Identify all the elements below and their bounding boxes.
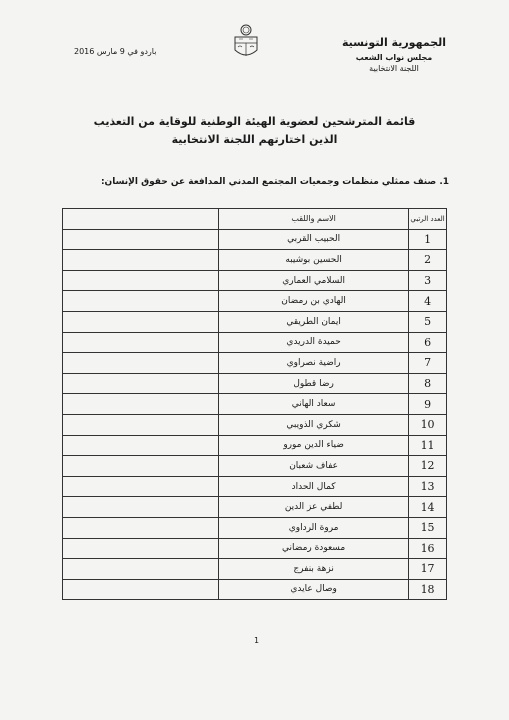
empty-cell <box>63 250 219 271</box>
republic-name: الجمهورية التونسية <box>341 36 447 49</box>
table-row <box>63 311 447 332</box>
empty-cell <box>63 373 219 394</box>
name-cell: مسعودة رمضاني <box>219 538 409 559</box>
empty-cell <box>63 291 219 312</box>
table-row <box>63 250 447 271</box>
empty-cell <box>63 476 219 497</box>
empty-cell <box>63 332 219 353</box>
rank-cell: 7 <box>409 353 447 374</box>
rank-cell: 13 <box>409 476 447 497</box>
coat-of-arms-icon <box>230 22 262 62</box>
empty-cell <box>63 538 219 559</box>
parliament-name: مجلس نواب الشعب <box>355 53 433 62</box>
table-row <box>63 435 447 456</box>
header-name: الاسم واللقب <box>219 209 409 230</box>
issuer-block <box>339 36 449 73</box>
rank-cell: 5 <box>409 311 447 332</box>
table-row <box>63 414 447 435</box>
name-cell: الحبيب القربي <box>219 229 409 250</box>
empty-cell <box>63 456 219 477</box>
header-empty <box>63 209 219 230</box>
section-heading: 1. صنف ممثلي منظمات وجمعيات المجتمع المدني المدافعة عن حقوق الإنسان: <box>100 177 449 187</box>
page-number: 1 <box>254 636 260 645</box>
name-cell: شكري الذويبي <box>219 414 409 435</box>
rank-cell: 9 <box>409 394 447 415</box>
name-cell: لطفي عز الدين <box>219 497 409 518</box>
name-cell: رضا قطول <box>219 373 409 394</box>
table-row <box>63 373 447 394</box>
table-row <box>63 394 447 415</box>
rank-cell: 3 <box>409 270 447 291</box>
name-cell: الهادي بن رمضان <box>219 291 409 312</box>
table-row <box>63 332 447 353</box>
empty-cell <box>63 353 219 374</box>
table-row <box>63 456 447 477</box>
table-row <box>63 476 447 497</box>
table-row <box>63 538 447 559</box>
table-header-row <box>63 209 447 230</box>
empty-cell <box>63 497 219 518</box>
empty-cell <box>63 559 219 580</box>
rank-cell: 17 <box>409 559 447 580</box>
table-row <box>63 517 447 538</box>
name-cell: مروة الرداوي <box>219 517 409 538</box>
table-row <box>63 291 447 312</box>
empty-cell <box>63 394 219 415</box>
rank-cell: 4 <box>409 291 447 312</box>
rank-cell: 18 <box>409 579 447 600</box>
rank-cell: 11 <box>409 435 447 456</box>
name-cell: حميدة الدريدي <box>219 332 409 353</box>
empty-cell <box>63 270 219 291</box>
empty-cell <box>63 517 219 538</box>
name-cell: عفاف شعبان <box>219 456 409 477</box>
name-cell: ايمان الطريقي <box>219 311 409 332</box>
rank-cell: 1 <box>409 229 447 250</box>
table-row <box>63 229 447 250</box>
name-cell: راضية نصراوي <box>219 353 409 374</box>
empty-cell <box>63 229 219 250</box>
name-cell: نزهة بنفرج <box>219 559 409 580</box>
document-subtitle: الذين اختارتهم اللجنة الانتخابية <box>171 133 338 146</box>
empty-cell <box>63 435 219 456</box>
table-row <box>63 270 447 291</box>
empty-cell <box>63 414 219 435</box>
name-cell: الحسين بوشيبه <box>219 250 409 271</box>
table-row <box>63 559 447 580</box>
header-rank: العدد الرتبي <box>409 209 447 230</box>
name-cell: السلامي العماري <box>219 270 409 291</box>
rank-cell: 8 <box>409 373 447 394</box>
rank-cell: 15 <box>409 517 447 538</box>
candidates-table <box>62 208 447 600</box>
document-title: قائمة المترشحين لعضوية الهيئة الوطنية للوقاية من التعذيب <box>93 115 416 128</box>
committee-name: اللجنة الانتخابية <box>369 64 419 73</box>
name-cell: وصال عايدي <box>219 579 409 600</box>
rank-cell: 12 <box>409 456 447 477</box>
empty-cell <box>63 579 219 600</box>
rank-cell: 16 <box>409 538 447 559</box>
table-row <box>63 353 447 374</box>
name-cell: كمال الحداد <box>219 476 409 497</box>
rank-cell: 2 <box>409 250 447 271</box>
rank-cell: 10 <box>409 414 447 435</box>
rank-cell: 6 <box>409 332 447 353</box>
empty-cell <box>63 311 219 332</box>
table-row <box>63 579 447 600</box>
table-row <box>63 497 447 518</box>
name-cell: ضياء الدين مورو <box>219 435 409 456</box>
rank-cell: 14 <box>409 497 447 518</box>
name-cell: سعاد الهاني <box>219 394 409 415</box>
document-date: باردو في 9 مارس 2016 <box>74 47 157 56</box>
